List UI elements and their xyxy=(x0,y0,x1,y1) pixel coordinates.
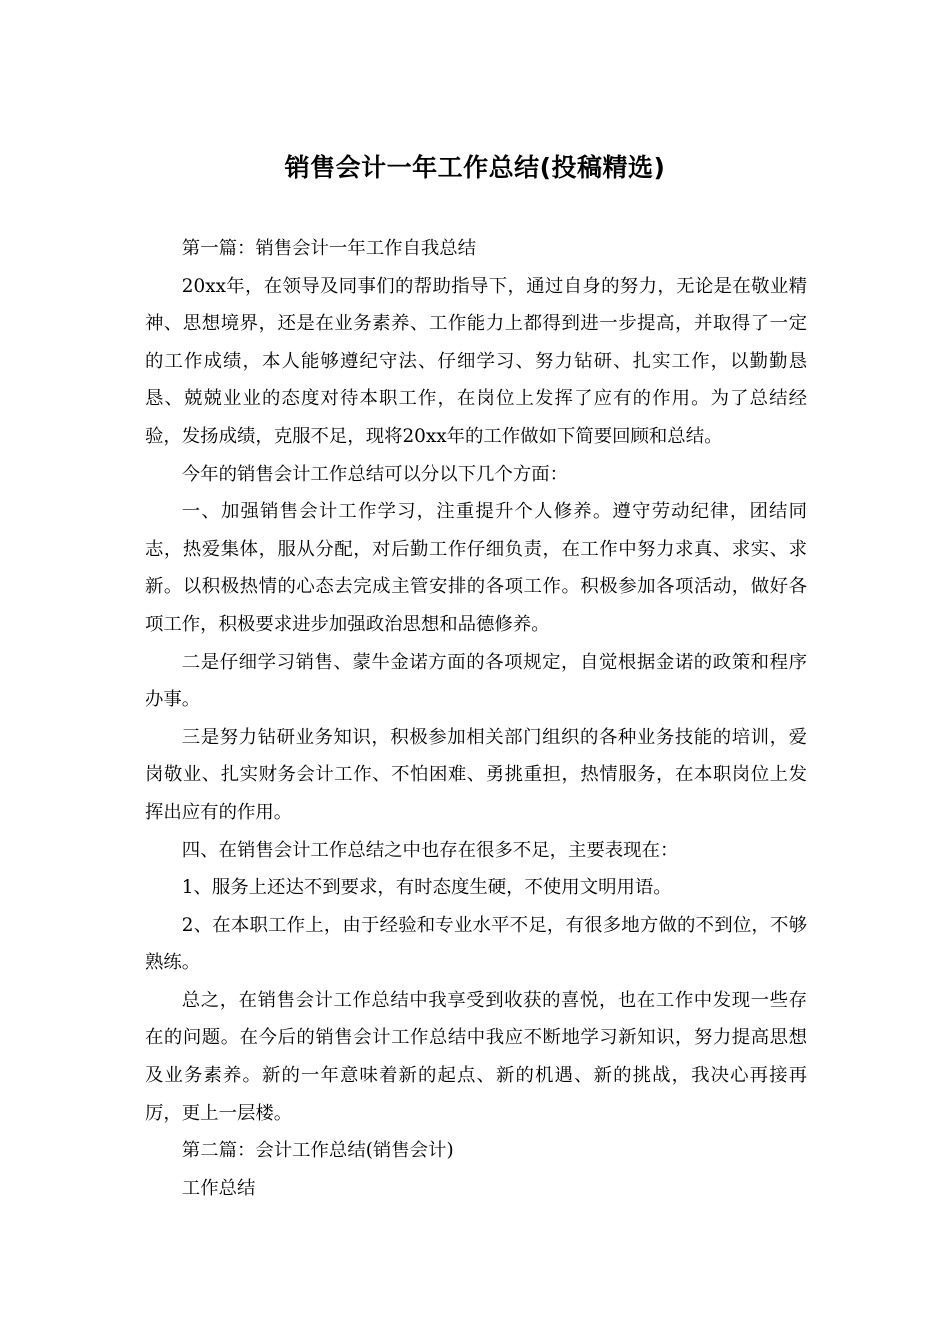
section-heading-2: 第二篇：会计工作总结(销售会计) xyxy=(181,1140,454,1162)
paragraph-conclusion: 总之，在销售会计工作总结中我享受到收获的喜悦，也在工作中发现一些存在的问题。在今后的销售会计工作总结中我应不断地学习新知识，努力提高思想及业务素养。新的一年意味着新的起点、新的机遇、新的挑战，我决心再接再厉，更上一层楼。 xyxy=(145,989,807,1124)
paragraph-point-1: 一、加强销售会计工作学习，注重提升个人修养。遵守劳动纪律，团结同志，热爱集体，服从分配，对后勤工作仔细负责，在工作中努力求真、求实、求新。以积极热情的心态去完成主管安排的各项工作。积极参加各项活动，做好各项工作，积极要求进步加强政治思想和品德修养。 xyxy=(145,501,807,635)
document-body xyxy=(145,230,807,1207)
list-item-1: 1、服务上还达不到要求，有时态度生硬，不使用文明用语。 xyxy=(181,877,672,899)
paragraph-point-3: 三是努力钻研业务知识，积极参加相关部门组织的各种业务技能的培训，爱岗敬业、扎实财务会计工作、不怕困难、勇挑重担，热情服务，在本职岗位上发挥出应有的作用。 xyxy=(145,726,807,823)
paragraph-point-2: 二是仔细学习销售、蒙牛金诺方面的各项规定，自觉根据金诺的政策和程序办事。 xyxy=(145,651,807,711)
section-subheading: 工作总结 xyxy=(181,1177,256,1199)
list-item-2: 2、在本职工作上，由于经验和专业水平不足，有很多地方做的不到位，不够熟练。 xyxy=(145,914,807,974)
section-heading-1: 第一篇：销售会计一年工作自我总结 xyxy=(181,238,477,259)
paragraph-aspects: 今年的销售会计工作总结可以分以下几个方面： xyxy=(181,463,569,485)
paragraph-intro: 20xx年，在领导及同事们的帮助指导下，通过自身的努力，无论是在敬业精神、思想境界，还是在业务素养、工作能力上都得到进一步提高，并取得了一定的工作成绩，本人能够遵纪守法、仔细学习、努力钻研、扎实工作，以勤勤恳恳、兢兢业业的态度对待本职工作，在岗位上发挥了应有的作用。为了总结经验，发扬成绩，克服不足，现将20xx年的工作做如下简要回顾和总结。 xyxy=(145,275,807,447)
document-title: 销售会计一年工作总结(投稿精选) xyxy=(284,153,666,182)
paragraph-point-4: 四、在销售会计工作总结之中也存在很多不足，主要表现在： xyxy=(181,839,679,861)
